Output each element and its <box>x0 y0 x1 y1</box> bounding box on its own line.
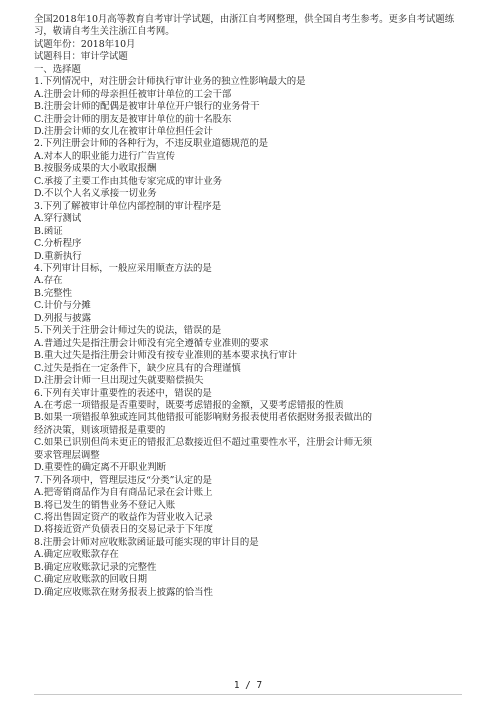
document-line: 7.下列各项中，管理层违反“分类”认定的是 <box>34 474 212 486</box>
document-line: D.列报与披露 <box>34 312 92 324</box>
document-line: 4.下列审计目标，一般应采用顺查方法的是 <box>34 262 212 274</box>
document-line: B.如果一项错报单独或连同其他错报可能影响财务报表使用者依据财务报表做出的 <box>34 412 372 424</box>
document-line: A.普通过失是指注册会计师没有完全遵循专业准则的要求 <box>34 337 269 349</box>
document-line: 一、选择题 <box>34 63 81 75</box>
document-line: C.注册会计师的朋友是被审计单位的前十名股东 <box>34 113 232 125</box>
document-line: A.穿行测试 <box>34 213 82 225</box>
document-line: 要求管理层调整 <box>34 449 100 461</box>
document-line: B.按服务成果的大小收取报酬 <box>34 163 157 175</box>
document-line: D.确定应收账款在财务报表上披露的恰当性 <box>34 586 213 598</box>
question-lines <box>34 39 462 599</box>
document-line: B.将已发生的销售业务不登记入账 <box>34 499 176 511</box>
document-line: B.重大过失是指注册会计师没有按专业准则的基本要求执行审计 <box>34 350 297 362</box>
page-indicator: 1 / 7 <box>233 680 263 691</box>
document-line: B.完整性 <box>34 287 72 299</box>
document-line: 试题科目：审计学试题 <box>34 51 128 63</box>
document-line: 5.下列关于注册会计师过失的说法，错误的是 <box>34 325 222 337</box>
document-line: 1.下列情况中，对注册会计师执行审计业务的独立性影响最大的是 <box>34 76 306 88</box>
document-line: D.重新执行 <box>34 250 82 262</box>
document-line: 试题年份：2018年10月 <box>34 38 136 50</box>
document-line: B.确定应收账款记录的完整性 <box>34 561 157 573</box>
document-line: C.确定应收账款的回收日期 <box>34 574 147 586</box>
document-line: 6.下列有关审计重要性的表述中，错误的是 <box>34 387 212 399</box>
document-line: C.计价与分摊 <box>34 300 91 312</box>
document-line: C.如果已识别但尚未更正的错报汇总数接近但不超过重要性水平，注册会计师无须 <box>34 437 372 449</box>
document-line: A.在考虑一项错报是否重要时，既要考虑错报的金额，又要考虑错报的性质 <box>34 399 344 411</box>
document-line: 2.下列注册会计师的各种行为，不违反职业道德规范的是 <box>34 138 268 150</box>
page-bottom-rule <box>34 694 462 695</box>
document-line: 经济决策，则该项错报是重要的 <box>34 424 166 436</box>
document-line: D.将接近资产负债表日的交易记录于下年度 <box>34 524 213 536</box>
document-line: A.对本人的职业能力进行广告宣传 <box>34 150 176 162</box>
document-line: D.不以个人名义承接一切业务 <box>34 188 157 200</box>
document-line: D.注册会计师的女儿在被审计单位担任会计 <box>34 125 213 137</box>
document-line: C.过失是指在一定条件下，缺少应具有的合理谨慎 <box>34 362 241 374</box>
document-line: D.注册会计师一旦出现过失就要赔偿损失 <box>34 375 204 387</box>
document-line: B.函证 <box>34 225 63 237</box>
document-line: A.存在 <box>34 275 63 287</box>
document-line: A.把寄销商品作为自有商品记录在会计账上 <box>34 487 213 499</box>
intro-paragraph: 全国2018年10月高等教育自考审计学试题，由浙江自考网整理，供全国自考生参考。更多自考试题练习，敬请自考生关注浙江自考网。 <box>34 14 455 38</box>
document-line: C.将出售固定资产的收益作为营业收入记录 <box>34 512 213 524</box>
document-line: 3.下列了解被审计单位内部控制的审计程序是 <box>34 200 222 212</box>
document-line: 8.注册会计师对应收账款函证最可能实现的审计目的是 <box>34 536 259 548</box>
document-line: D.重要性的确定离不开职业判断 <box>34 462 167 474</box>
document-line: A.确定应收账款存在 <box>34 549 119 561</box>
document-line: B.注册会计师的配偶是被审计单位开户银行的业务骨干 <box>34 101 260 113</box>
document-line: C.分析程序 <box>34 238 82 250</box>
document-line: C.承接了主要工作由其他专家完成的审计业务 <box>34 175 222 187</box>
document-line: A.注册会计师的母亲担任被审计单位的工会干部 <box>34 88 232 100</box>
